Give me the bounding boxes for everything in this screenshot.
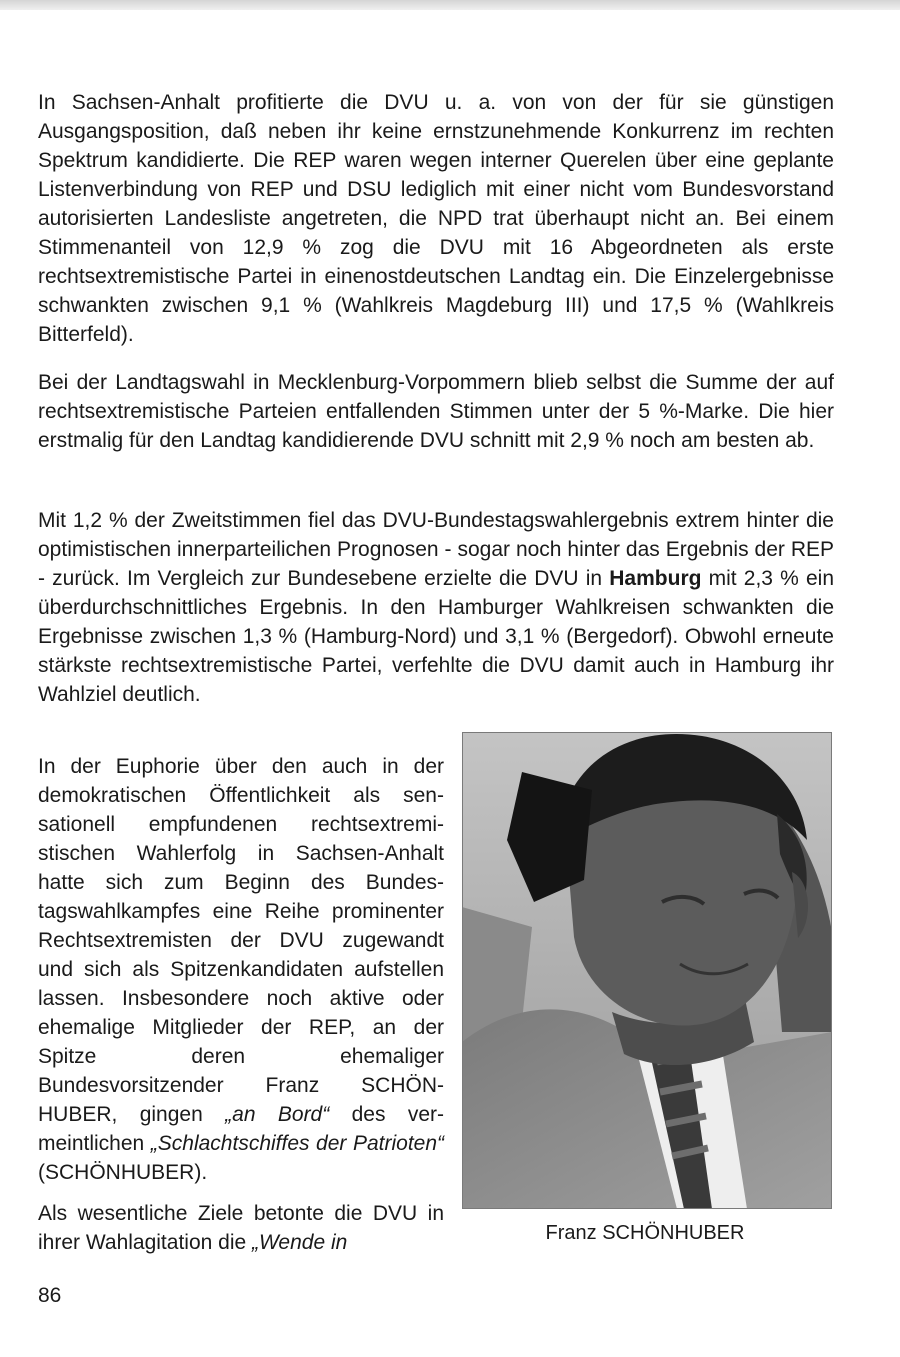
p3-text-start: Mit 1,2 % der Zweitstimmen fiel das DVU-Bundestagswahlergebnis extrem hinter die optimistischen innerparteilichen Prognosen - sogar noch hinter das Ergebnis der REP - zurück. Im Vergleich zur Bundesebene erzielte die DVU in — [38, 509, 834, 590]
p3-text-end: mit 2,3 % ein überdurchschnittliches Ergebnis. In den Hamburger Wahlkreisen schwankten die Ergebnisse zwischen 1,3 % (Hamburg-Nord) und 3,1 % (Bergedorf). Obwohl erneute stärkste rechtsextremistische Partei, verfehlte die DVU damit auch in Hamburg ihr Wahlziel deutlich. — [38, 567, 834, 706]
portrait-illustration — [462, 732, 832, 1209]
portrait-photo — [462, 732, 832, 1209]
paragraph-bundestagswahl — [38, 506, 834, 709]
p4-text-middle: des vermeintlichen — [38, 1103, 445, 1155]
figure-caption: Franz SCHÖNHUBER — [545, 1222, 745, 1244]
paragraph-sachsen-anhalt: In Sachsen-Anhalt profitierte die DVU u. a. von von der für sie günstigen Ausgangsposition, daß neben ihr keine ernstzunehmende Konkurrenz im rechten Spektrum kandidierte. Die REP waren wegen interner Querelen über eine geplante Listenverbindung von REP und DSU lediglich mit einer nicht vom Bundesvorstand autorisierten Landesliste angetreten, die NPD trat überhaupt nicht an. Bei einem Stimmenanteil von 12,9 % zog die DVU mit 16 Abgeordneten als erste rechtsextremistische Partei in einenostdeutschen Landtag ein. Die Einzelergebnisse schwankten zwischen 9,1 % (Wahlkreis Magdeburg III) und 17,5 % (Wahlkreis Bitterfeld). — [38, 91, 834, 346]
top-scan-edge — [0, 0, 900, 10]
p5-italic-wende: „Wende in — [252, 1231, 348, 1254]
p4-text-start: In der Euphorie über den auch in der demokratischen Öffentlichkeit als sensationell empfundenen rechtsextremistischen Wahlerfolg in Sachsen-Anhalt hatte sich zum Beginn des Bundestagswahlkampfes eine Reihe prominenter Rechtsextremisten der DVU zugewandt und sich als Spitzenkandidaten aufstellen lassen. Insbesondere noch aktive oder ehemalige Mitglieder der REP, an der Spitze deren ehemaliger Bundesvorsitzender Franz SCHÖNHUBER, gingen — [38, 755, 444, 1126]
p4-italic-an-bord: „an Bord“ — [225, 1103, 330, 1126]
p4-italic-schlachtschiff: „Schlachtschiffes der Patrioten“ — [150, 1132, 445, 1155]
p3-bold-hamburg: Hamburg — [609, 567, 702, 590]
paragraph-euphorie — [38, 752, 444, 1187]
p4-text-end: (SCHÖNHUBER). — [38, 1161, 208, 1184]
paragraph-mecklenburg-vorpommern: Bei der Landtagswahl in Mecklenburg-Vorpommern blieb selbst die Summe der auf rechtsextremistische Parteien entfallenden Stimmen unter der 5 %-Marke. Die hier erstmalig für den Landtag kandidierende DVU schnitt mit 2,9 % noch am besten ab. — [38, 371, 834, 452]
page-number: 86 — [38, 1284, 62, 1307]
p5-text-start: Als wesentliche Ziele betonte die DVU in ihrer Wahlagitation die — [38, 1202, 444, 1254]
paragraph-wahlagitation — [38, 1199, 444, 1257]
